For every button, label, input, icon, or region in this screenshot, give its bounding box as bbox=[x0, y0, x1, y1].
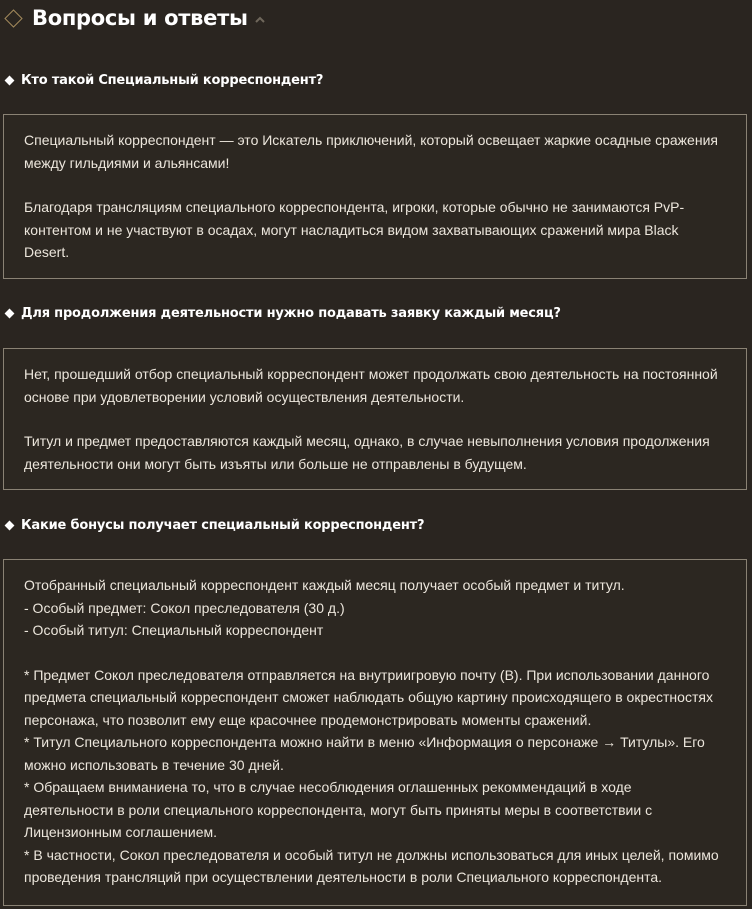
diamond-bullet-icon bbox=[5, 520, 15, 530]
answer-line: Отобранный специальный корреспондент каждый месяц получает особый предмет и титул. bbox=[24, 577, 625, 593]
answer-line: - Особый титул: Специальный корреспондент bbox=[24, 622, 324, 638]
faq-answer-1 bbox=[3, 114, 747, 279]
chevron-up-icon[interactable] bbox=[254, 14, 266, 26]
answer-line: контентом и не участвуют в осадах, могут насладиться видом захватывающих сражений мира Black bbox=[24, 221, 679, 238]
faq-question-text: Какие бонусы получает специальный корреспондент? bbox=[21, 517, 425, 533]
answer-line: между гильдиями и альянсами! bbox=[24, 154, 230, 171]
answer-line: предмета специальный корреспондент сможет наблюдать общую картину происходящего в окрестностях bbox=[24, 689, 713, 705]
answer-line: Благодаря трансляциям специального корреспондента, игроки, которые обычно не занимаются PvP- bbox=[24, 199, 685, 215]
page-title: Вопросы и ответы bbox=[32, 6, 248, 30]
faq-answer-2 bbox=[3, 348, 747, 490]
faq-question-2 bbox=[4, 304, 561, 322]
answer-line: основе при удовлетворении условий осуществления деятельности. bbox=[24, 388, 465, 405]
answer-line: Desert. bbox=[24, 244, 70, 260]
answer-line: можно использовать в течение 30 дней. bbox=[24, 756, 284, 773]
faq-question-3 bbox=[4, 516, 424, 534]
section-header bbox=[4, 3, 266, 33]
answer-line: Нет, прошедший отбор специальный корреспондент может продолжать свою деятельность на постоянной bbox=[24, 366, 718, 382]
answer-line: персонажа, что позволит ему еще красочнее продемонстрировать моменты сражений. bbox=[24, 711, 592, 728]
answer-line: деятельности в роли специального корреспондента, могут быть приняты меры в соответствии с bbox=[24, 801, 653, 818]
answer-line: проведения трансляций при осуществлении деятельности в роли Специального корреспондента. bbox=[24, 869, 663, 885]
diamond-bullet-icon bbox=[5, 75, 15, 85]
faq-question-1 bbox=[4, 71, 323, 89]
answer-line: * Предмет Сокол преследователя отправляется на внутриигровую почту (B). При использовании данного bbox=[24, 666, 710, 683]
answer-line: * Титул Специального корреспондента можно найти в меню «Информация о персонаже → Титулы». Его bbox=[24, 734, 705, 750]
answer-line: Титул и предмет предоставляются каждый месяц, однако, в случае невыполнения условия продолжения bbox=[24, 433, 710, 449]
answer-line: Лицензионным соглашением. bbox=[24, 824, 218, 840]
faq-question-text: Кто такой Специальный корреспондент? bbox=[21, 72, 324, 88]
diamond-outline-icon bbox=[4, 9, 22, 27]
answer-line: Специальный корреспондент — это Искатель приключений, который освещает жаркие осадные сражения bbox=[24, 132, 718, 148]
diamond-bullet-icon bbox=[5, 308, 15, 318]
answer-line: деятельности они могут быть изъяты или больше не отправлены в будущем. bbox=[24, 455, 527, 472]
answer-line: - Особый предмет: Сокол преследователя (30 д.) bbox=[24, 599, 345, 616]
faq-question-text: Для продолжения деятельности нужно подавать заявку каждый месяц? bbox=[21, 305, 561, 321]
answer-line: * В частности, Сокол преследователя и особый титул не должны использоваться для иных целей, помимо bbox=[24, 846, 719, 863]
faq-answer-3 bbox=[3, 559, 747, 906]
answer-line: * Обращаем вниманиена то, что в случае несоблюдения оглашенных рекоммендаций в ходе bbox=[24, 779, 632, 795]
